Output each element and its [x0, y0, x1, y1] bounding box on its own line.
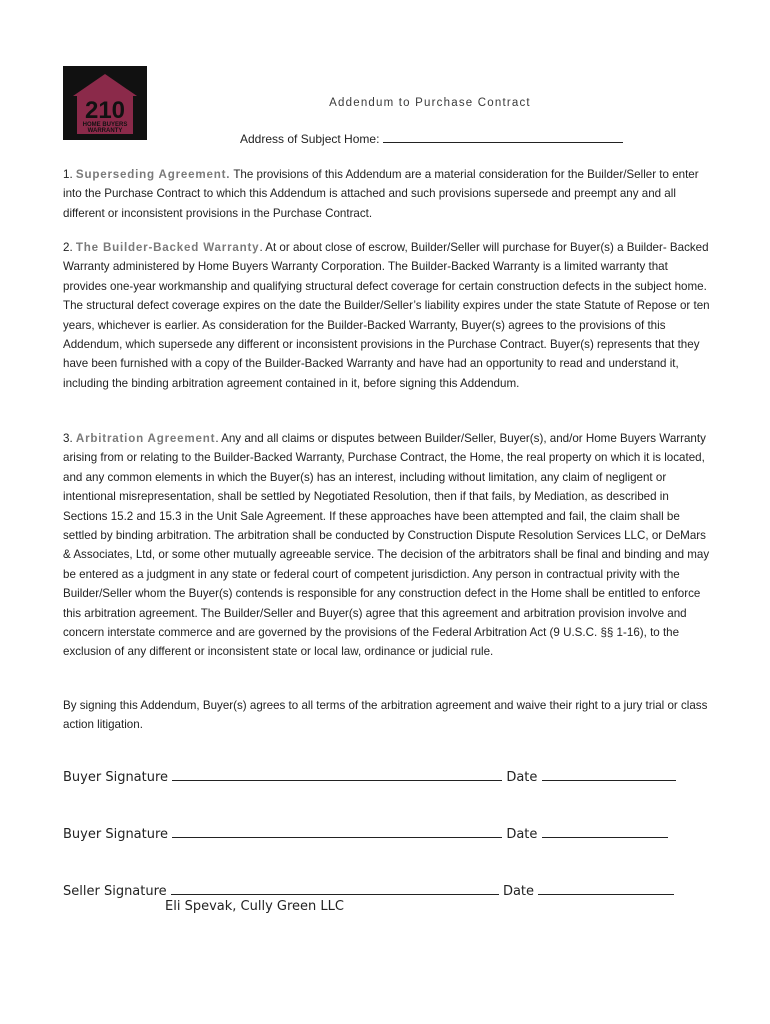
section-number: 1.	[63, 168, 73, 181]
date-label: Date	[506, 770, 538, 785]
section-number: 2.	[63, 241, 73, 254]
section-text: . Any and all claims or disputes between Builder/Seller, Buyer(s), and/or Home Buyers Warranty arising from or relating to the Builder-Backed Warranty, Purchase Contract, the Home, the real property on which it is located, and any common elements in which the Buyer(s) has an interest, including without limitation, any claim of negligent or intentional misrepresentation, shall be settled by Negotiated Resolution, then if that fails, by Mediation, as described in Sections 15.2 and 15.3 in the Unit Sale Agreement. If these approaches have been attempted and fail, the claim shall be settled by binding arbitration. The arbitration shall be conducted by Construction Dispute Resolution Services LLC, or DeMars & Associates, Ltd, or some other mutually agreeable service. The decision of the arbitrators shall be final and binding and may be entered as a judgment in any state or federal court of competent jurisdiction. Any person in contractual privity with the Builder/Seller whom the Buyer(s) contends is responsible for any construction defect in the Home shall be entitled to enforce this arbitration agreement. The Builder/Seller and Buyer(s) agree that this agreement and arbitration provision involve and concern interstate commerce and are governed by the provisions of the Federal Arbitration Act (9 U.S.C. §§ 1-16), to the exclusion of any different or inconsistent state or local law, ordinance or judicial rule.	[63, 432, 710, 659]
section-text: . At or about close of escrow, Builder/Seller will purchase for Buyer(s) a Builder- Backed Warranty administered by Home Buyers Warranty Corporation. The Builder-Backed Warranty is a limited warranty that provides one-year workmanship and qualifying structural defect coverage for certain construction defects in the subject home. The structural defect coverage expires on the date the Builder/Seller’s liability expires under the state Statute of Repose or ten years, whichever is earlier. As consideration for the Builder-Backed Warranty, Buyer(s) agrees to the provisions of this Addendum, which supersede any different or inconsistent provisions in the Purchase Contract. Buyer(s) represents that they have been furnished with a copy of the Builder-Backed Warranty and have had an opportunity to read and understand it, including the binding arbitration agreement contained in it, before signing this Addendum.	[63, 241, 710, 390]
buyer-signature-row-2	[63, 823, 668, 842]
logo-line2: WARRANTY	[87, 128, 123, 134]
section-heading: Superseding Agreement.	[75, 168, 231, 181]
signature-label: Buyer Signature	[63, 827, 169, 842]
signature-label: Buyer Signature	[63, 770, 169, 785]
section-text: The provisions of this Addendum are a material consideration for the Builder/Seller to enter into the Purchase Contract to which this Addendum is attached and such provisions supersede and preempt any and all different or inconsistent provisions in the Purchase Contract.	[63, 168, 699, 220]
date-label: Date	[506, 827, 538, 842]
signature-line[interactable]	[172, 823, 502, 838]
date-label: Date	[502, 884, 535, 899]
signature-line[interactable]	[172, 766, 502, 781]
section-heading: The Builder-Backed Warranty	[75, 241, 260, 254]
closing-statement: By signing this Addendum, Buyer(s) agrees to all terms of the arbitration agreement and waive their right to a jury trial or class action litigation.	[63, 699, 708, 732]
date-line[interactable]	[542, 823, 668, 838]
signature-label: Seller Signature	[63, 884, 167, 899]
section-superseding-agreement	[63, 165, 713, 223]
logo-number: 210	[84, 97, 126, 124]
date-line[interactable]	[538, 880, 674, 895]
date-line[interactable]	[542, 766, 676, 781]
document-title: Addendum to Purchase Contract	[329, 97, 531, 109]
section-arbitration-agreement	[63, 429, 713, 662]
seller-name: Eli Spevak, Cully Green LLC	[165, 899, 344, 914]
logo-line1: HOME BUYERS	[82, 122, 128, 128]
address-label: Address of Subject Home:	[240, 132, 380, 146]
buyer-signature-row-1	[63, 766, 676, 785]
address-blank-line[interactable]	[383, 131, 623, 143]
signature-line[interactable]	[171, 880, 499, 895]
section-number: 3.	[63, 432, 73, 445]
address-field[interactable]	[240, 131, 623, 146]
seller-signature-row	[63, 880, 674, 899]
section-heading: Arbitration Agreement	[75, 432, 216, 445]
section-builder-backed-warranty	[63, 238, 713, 393]
